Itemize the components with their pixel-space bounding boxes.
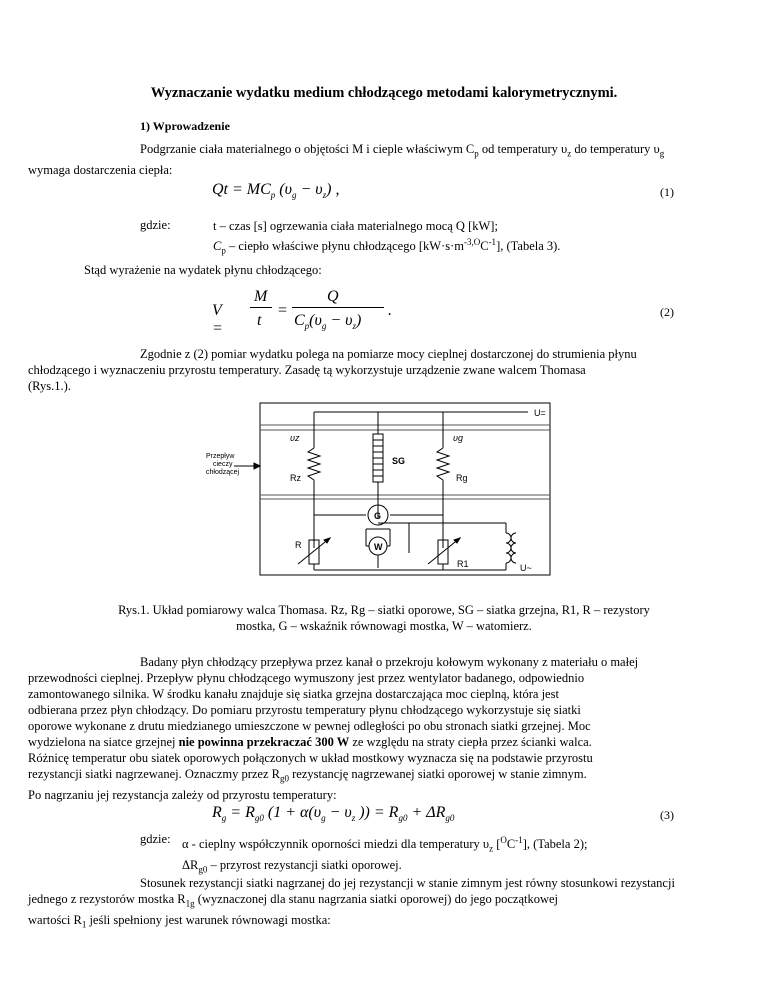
rz-resistor (308, 448, 320, 480)
equation-3-number: (3) (660, 808, 674, 822)
paragraph-4: Stosunek rezystancji siatki nagrzanej do jej rezystancji w stanie zimnym jest równy stosunkowi rezystancji jednego z rezystorów mostka $R_{1g}$ (wyznaczonej dla stanu nagrzania siatki oporowej) do jego początkowej wartości $R_1$ jeśli spełniony jest warunek równowagi mostka: (28, 876, 675, 929)
transformer-coil (506, 533, 511, 563)
paragraph-2: Zgodnie z (2) pomiar wydatku polega na pomiarze mocy cieplnej dostarczonej do strumienia płynu chłodzącego i wyznaczeniu przyrostu temperatury. Zasadę tą wykorzystuje urządzenie zwane walcem Thomasa (Rys.1.). (28, 347, 637, 393)
section-heading: 1) Wprowadzenie (140, 119, 230, 133)
page-title: Wyznaczanie wydatku medium chłodzącego metodami kalorymetrycznymi. (150, 85, 618, 101)
vz-label: υz (290, 433, 300, 443)
r-label: R (295, 540, 302, 550)
figure-caption: Rys.1. Układ pomiarowy walca Thomasa. Rz, Rg – siatki oporowe, SG – siatka grzejna, R1, R – rezystory mostka, G – wskaźnik równowagi mostka, W – watomierz. (118, 603, 650, 633)
u-ac-label: U~ (520, 563, 532, 573)
r1-label: R1 (457, 559, 469, 569)
inflow-label-3: chłodzącej (206, 469, 240, 476)
vg-label: υg (453, 433, 463, 443)
inflow-label-2: cieczy (213, 461, 233, 468)
equation-1: $Qt = MC_p$ $(\upsilon_g - \upsilon_z)$ , (212, 181, 340, 201)
rg-resistor (437, 448, 449, 480)
w-label: W (374, 542, 383, 552)
rz-label: Rz (290, 473, 301, 483)
gdzie-label-2: gdzie: (140, 832, 171, 846)
equation-3: $R_g = R_{g0}$ ($1 + \alpha(\upsilon_g - \upsilon_z$ )) = $R_{g0} + \Delta R_{g0}$ (212, 804, 455, 824)
equation-1-number: (1) (660, 185, 674, 199)
sg-label: SG (392, 456, 406, 466)
intro-paragraph: Podgrzanie ciała materialnego o objętości M i cieple właściwym $C_p$ od temperatury $\upsilon_z$ do temperatury $\upsilon_g$ wymaga dostarczenia ciepła: (28, 142, 665, 177)
equation-2-number: (2) (660, 305, 674, 319)
inflow-label-1: Przepływ (206, 453, 235, 460)
rg-label: Rg (456, 473, 468, 483)
thomas-circuit-diagram (206, 398, 566, 588)
stad-paragraph: Stąd wyrażenie na wydatek płynu chłodzącego: (84, 263, 322, 277)
u-dc-label: U= (534, 408, 546, 418)
definitions-1: t – czas [s] ogrzewania ciała materialnego mocą Q [kW]; $C_p$ – ciepło właściwe płynu chłodzącego $[kW\cdot s\cdot m^{-3,O}C^{-1}]$, (Tabela 3). (213, 219, 561, 256)
definitions-3: α - cieplny współczynnik oporności miedzi dla temperatury $\upsilon_z$ $[^OC^{-1}]$, (Tabela 2); $\Delta R_{g0}$ – przyrost rezystancji siatki oporowej. (182, 835, 588, 875)
diagram-frame (260, 403, 550, 575)
paragraph-3: Badany płyn chłodzący przepływa przez kanał o przekroju kołowym wykonany z materiału o małej przewodności cieplnej. Przepływ płynu chłodzącego wymuszony jest przez wentylator badanego, odpowiednio zamontowanego silnika. W środku kanału znajduje się siatka grzejna dostarczająca moc cieplną, która jest odbierana przez płyn chłodzący. Do pomiaru przyrostu temperatury płynu chłodzącego wykorzystuje się siatki oporowe wykonane z drutu miedzianego umieszczone w pewnej odległości po obu stronach siatki grzejnej. Moc wydzielona na siatce grzejnej nie powinna przekraczać 300 W ze względu na straty ciepła przez ścianki walca. Różnicę temperatur obu siatek oporowych połączonych w układ mostkowy wyznacza się na podstawie przyrostu rezystancji siatki nagrzewanej. Oznaczmy przez $R_{g0}$ rezystancję nagrzewanej siatki oporowej w stanie zimnym. Po nagrzaniu jej rezystancja zależy od przyrostu temperatury: (28, 655, 639, 802)
gdzie-label-1: gdzie: (140, 218, 171, 232)
g-label: G (374, 511, 382, 521)
